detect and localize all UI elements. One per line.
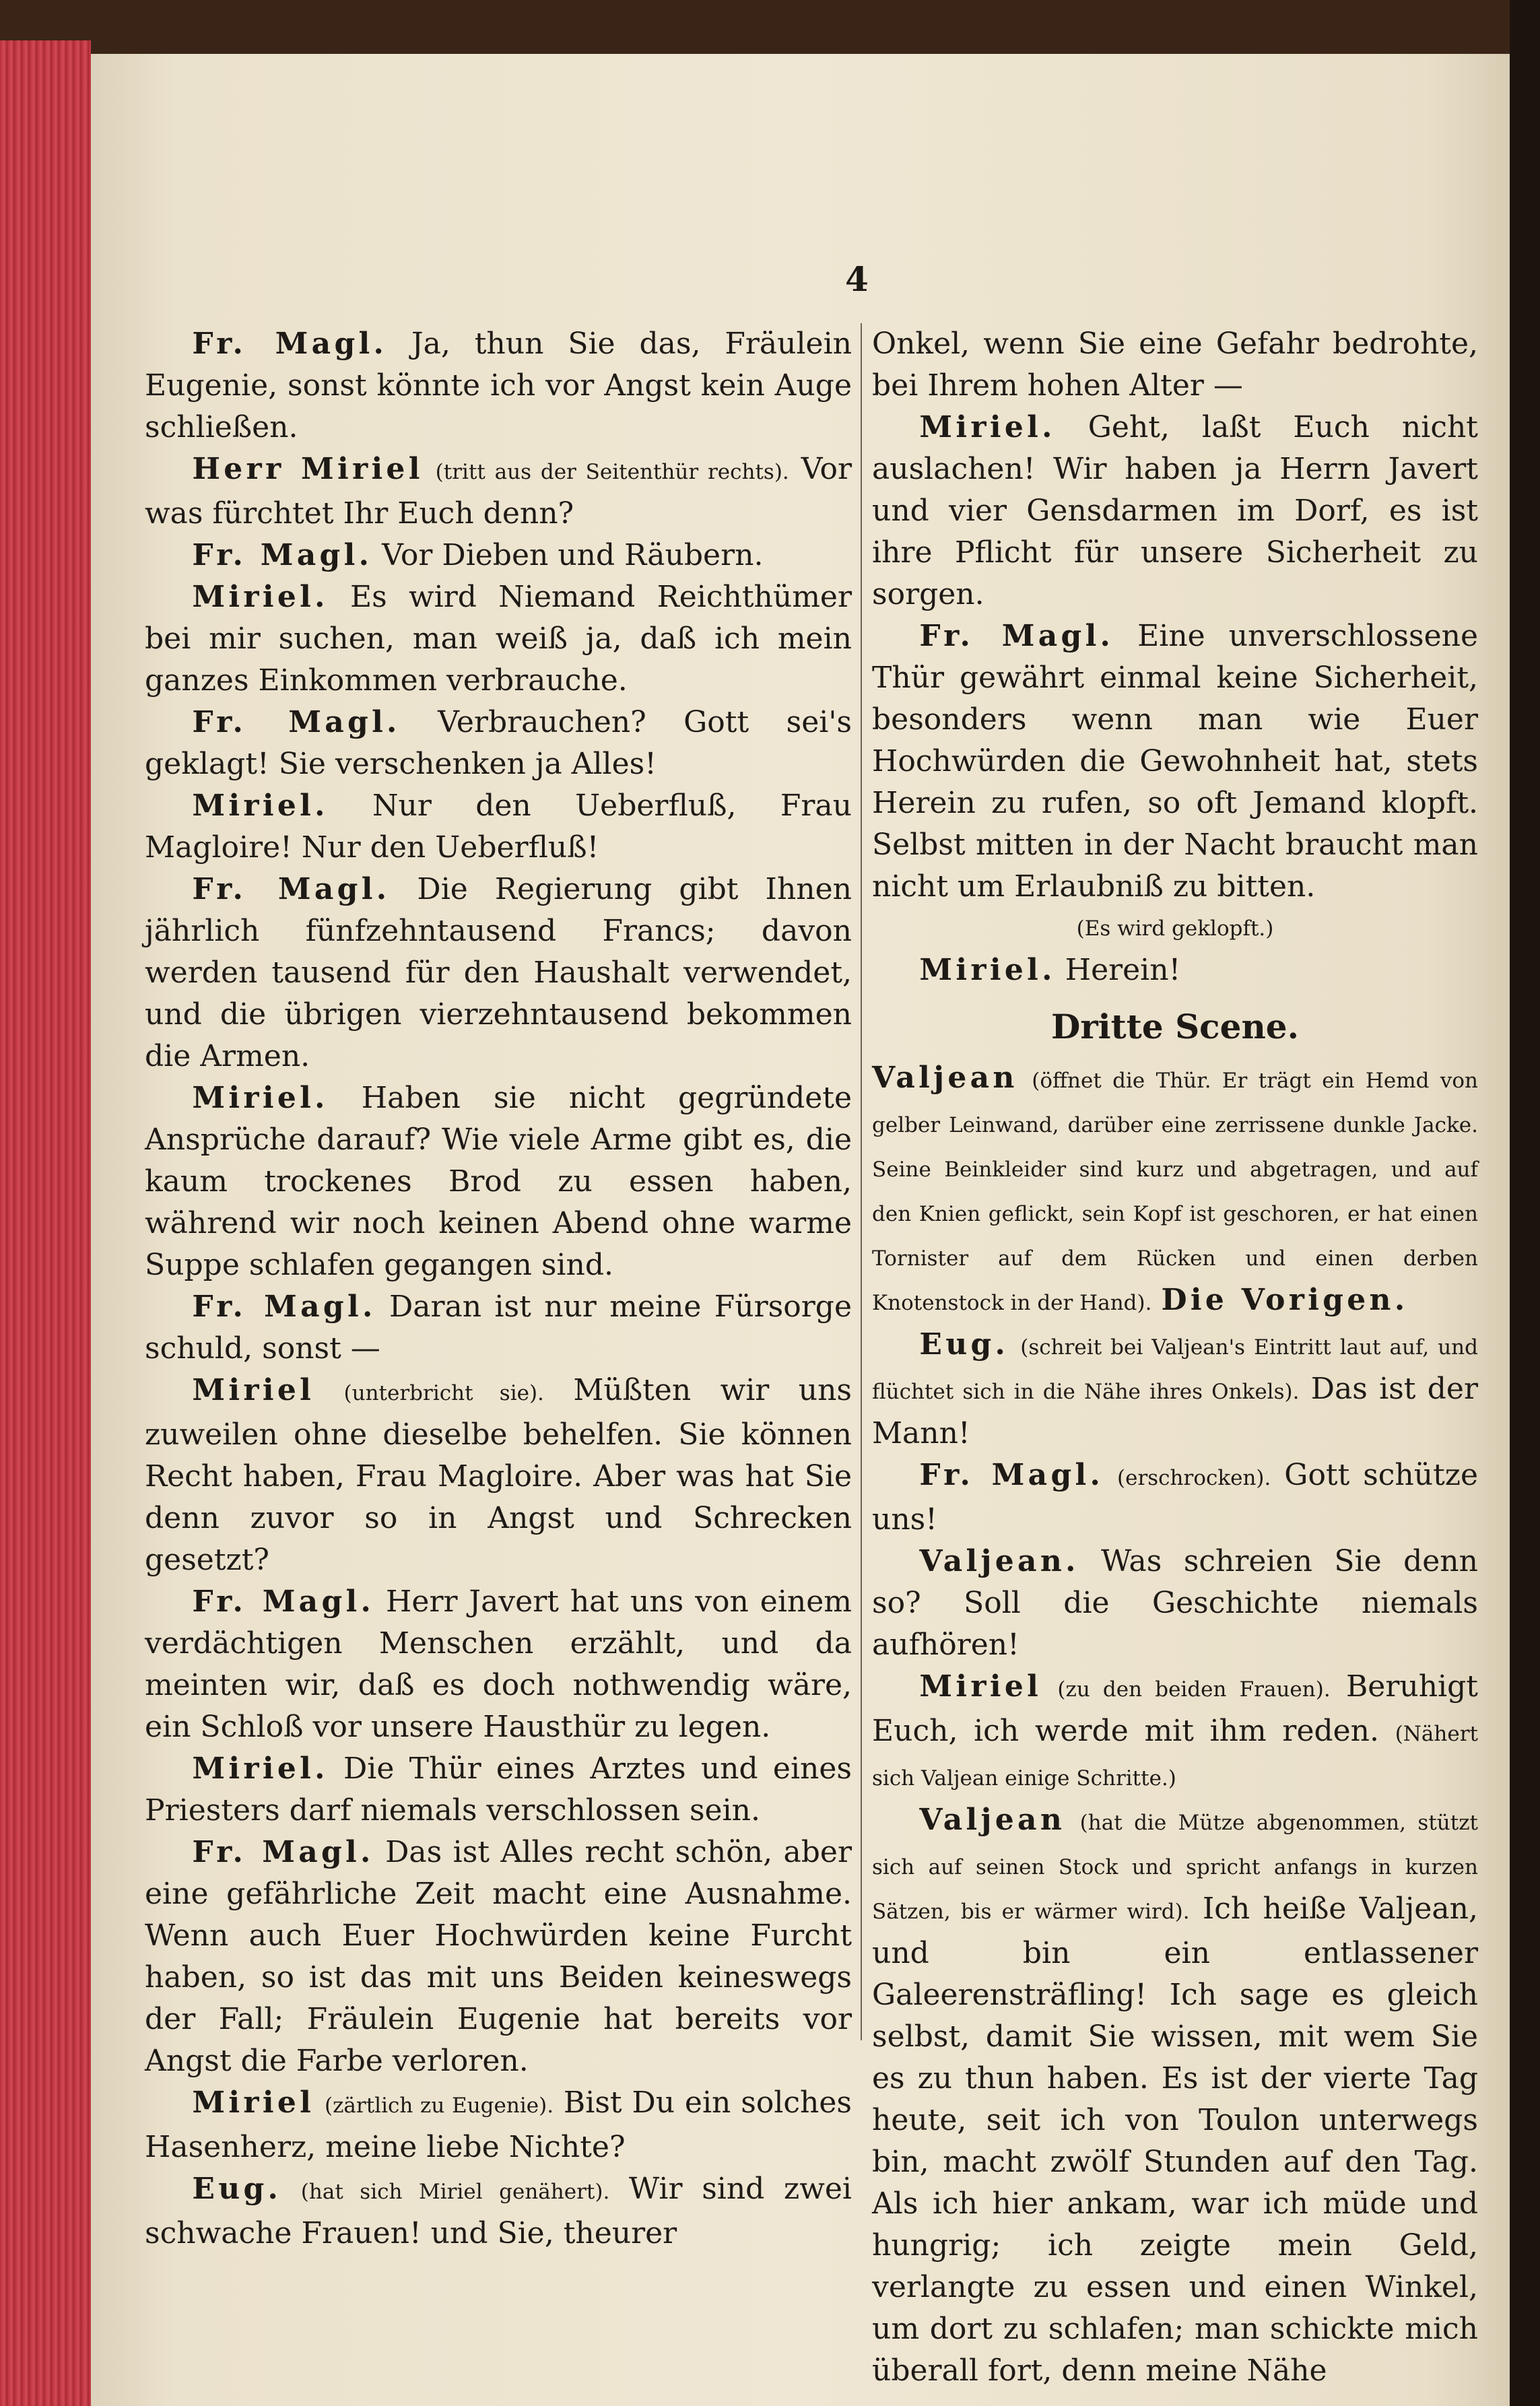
speaker-name: Fr. Magl.	[192, 1584, 375, 1619]
speaker-name: Miriel.	[192, 1081, 329, 1115]
dialogue-paragraph	[872, 1541, 1478, 1666]
right-column-bottom	[872, 1057, 1478, 2392]
dialogue-paragraph	[145, 535, 852, 576]
speech-text: Die Thür eines Arztes und eines Priesters darf niemals verschlossen sein.	[145, 1751, 852, 1828]
stage-direction: (zärtlich zu Eugenie).	[324, 2094, 554, 2118]
speaker-name: Miriel	[192, 1373, 315, 1407]
dialogue-paragraph	[145, 2082, 852, 2168]
speech-text: Was schreien Sie denn so? Soll die Geschichte niemals aufhören!	[872, 1544, 1478, 1662]
column-divider	[861, 323, 862, 2040]
speaker-name: Valjean	[872, 1061, 1018, 1095]
speaker-name: Eug.	[192, 2172, 282, 2206]
speech-text: Eine unverschlossene Thür gewährt einmal keine Sicherheit, besonders wenn man wie Euer Hochwürden die Gewohnheit hat, stets Herein zu rufen, so oft Jemand klopft. Selbst mitten in der Nacht braucht man nicht um Erlaubniß zu bitten.	[872, 619, 1479, 904]
stage-direction: (Nähert sich Valjean einige Schritte.)	[872, 1722, 1478, 1791]
speaker-name: Fr. Magl.	[192, 538, 373, 572]
stage-direction: (öffnet die Thür. Er trägt ein Hemd von gelber Leinwand, darüber eine zerrissene dunkle Jacke. Seine Beinkleider sind kurz und abgetragen, und auf den Knien geflickt, sein Kopf ist geschoren, er hat einen Tornister auf dem Rücken und einen derben Knotenstock in der Hand).	[872, 1069, 1478, 1315]
dialogue-paragraph	[145, 1581, 852, 1748]
speech-text: Haben sie nicht gegründete Ansprüche darauf? Wie viele Arme gibt es, die kaum trockenes Brod zu essen haben, während wir noch keinen Abend ohne warme Suppe schlafen gegangen sind.	[145, 1081, 852, 1282]
speaker-name: Valjean.	[919, 1544, 1079, 1578]
stage-direction: (tritt aus der Seitenthür rechts).	[435, 460, 789, 484]
dialogue-paragraph	[145, 702, 852, 785]
speaker-name: Miriel	[192, 2085, 315, 2120]
dialogue-paragraph	[145, 1832, 852, 2082]
herein-line	[872, 949, 1478, 991]
speaker-name: Fr. Magl.	[919, 1458, 1104, 1492]
dialogue-paragraph	[145, 576, 852, 702]
dialogue-paragraph	[872, 1455, 1478, 1541]
speech-text: Bist Du ein solches Hasenherz, meine liebe Nichte?	[145, 2085, 852, 2164]
dialogue-paragraph	[872, 1324, 1478, 1455]
speech-text: Verbrauchen? Gott sei's geklagt! Sie verschenken ja Alles!	[145, 705, 852, 781]
speaker-name: Eug.	[919, 1327, 1009, 1362]
speech-text: Gott schütze uns!	[872, 1458, 1478, 1537]
speech-text: Ja, thun Sie das, Fräulein Eugenie, sonst könnte ich vor Angst kein Auge schließen.	[145, 327, 852, 444]
book-spine-shadow	[1510, 0, 1540, 2406]
dialogue-paragraph	[145, 1370, 852, 1581]
speaker-name: Miriel.	[919, 410, 1056, 444]
speech-text: Die Regierung gibt Ihnen jährlich fünfzehntausend Francs; davon werden tausend für den Haushalt verwendet, und die übrigen vierzehntausend bekommen die Armen.	[145, 872, 852, 1073]
dialogue-paragraph	[872, 1057, 1478, 1324]
speaker-name: Valjean	[919, 1803, 1066, 1837]
right-column-top	[872, 323, 1478, 908]
speech-text: Ich heiße Valjean, und bin ein entlassener Galeerensträfling! Ich sage es gleich selbst, damit Sie wissen, mit wem Sie es zu thun haben. Es ist der vierte Tag heute, seit ich von Toulon unterwegs bin, macht zwölf Stunden auf den Tag. Als ich hier ankam, war ich müde und hungrig; ich zeigte mein Geld, verlangte zu essen und einen Winkel, um dort zu schlafen; man schickte mich überall fort, denn meine Nähe	[872, 1892, 1478, 2388]
stage-direction: (schreit bei Valjean's Eintritt laut auf, und flüchtet sich in die Nähe ihres Onkels).	[872, 1335, 1478, 1404]
speaker-name: Fr. Magl.	[919, 619, 1114, 653]
speech-text: Nur den Ueberfluß, Frau Magloire! Nur den Ueberfluß!	[145, 789, 852, 865]
dialogue-paragraph	[145, 323, 852, 448]
speaker-name: Miriel.	[192, 1751, 329, 1786]
dialogue-paragraph	[872, 1666, 1478, 1799]
speech-text: Beruhigt Euch, ich werde mit ihm reden.	[872, 1669, 1478, 1748]
book-page-edges	[0, 40, 91, 2406]
dialogue-paragraph	[872, 323, 1478, 407]
speaker-name: Fr. Magl.	[192, 872, 391, 906]
dialogue-paragraph	[872, 407, 1478, 615]
left-column	[145, 323, 852, 2254]
speaker-name: Die Vorigen.	[1161, 1283, 1409, 1317]
stage-direction: (erschrocken).	[1117, 1466, 1271, 1490]
speech-text: Daran ist nur meine Fürsorge schuld, sonst —	[145, 1290, 852, 1366]
dialogue-paragraph	[145, 448, 852, 535]
speech-text: Es wird Niemand Reichthümer bei mir suchen, man weiß ja, daß ich mein ganzes Einkommen verbrauche.	[145, 580, 852, 698]
stage-direction: (hat die Mütze abgenommen, stützt sich auf seinen Stock und spricht anfangs in kurzen Sätzen, bis er wärmer wird).	[872, 1811, 1478, 1924]
speech-text: Wir sind zwei schwache Frauen! und Sie, theurer	[145, 2172, 852, 2250]
page-number: 4	[845, 259, 869, 299]
speech-text: Das ist der Mann!	[872, 1372, 1478, 1450]
speech-text: Onkel, wenn Sie eine Gefahr bedrohte, bei Ihrem hohen Alter —	[872, 327, 1478, 403]
speaker-name: Miriel	[919, 1669, 1042, 1704]
dialogue-paragraph	[145, 785, 852, 869]
speech-text: Müßten wir uns zuweilen ohne dieselbe behelfen. Sie können Recht haben, Frau Magloire. Aber was hat Sie denn zuvor so in Angst und Schrecken gesetzt?	[145, 1373, 852, 1577]
dialogue-paragraph	[145, 2168, 852, 2254]
knock-stage-direction: (Es wird geklopft.)	[1076, 916, 1274, 941]
speech-text: Vor Dieben und Räubern.	[382, 538, 764, 572]
dialogue-paragraph	[145, 1286, 852, 1370]
speech-text: Herein!	[1065, 953, 1181, 987]
speech-text: Geht, laßt Euch nicht auslachen! Wir haben ja Herrn Javert und vier Gensdarmen im Dorf, es ist ihre Pflicht für unsere Sicherheit zu sorgen.	[872, 410, 1478, 611]
dialogue-paragraph	[872, 1799, 1478, 2392]
speaker-name: Miriel.	[192, 580, 329, 614]
dialogue-paragraph	[145, 1077, 852, 1286]
dialogue-paragraph	[872, 615, 1478, 908]
dialogue-paragraph	[145, 1748, 852, 1832]
speaker-name: Fr. Magl.	[192, 327, 388, 361]
right-column	[872, 323, 1478, 2392]
stage-direction: (zu den beiden Frauen).	[1057, 1677, 1331, 1702]
speaker-name: Miriel.	[919, 953, 1056, 987]
speech-text: Vor was fürchtet Ihr Euch denn?	[145, 452, 852, 531]
speaker-name: Herr Miriel	[192, 452, 424, 486]
speaker-name: Miriel.	[192, 789, 329, 823]
speech-text: Herr Javert hat uns von einem verdächtigen Menschen erzählt, und da meinten wir, daß es doch nothwendig wäre, ein Schloß vor unsere Hausthür zu legen.	[145, 1584, 852, 1744]
dialogue-paragraph	[145, 869, 852, 1077]
speaker-name: Fr. Magl.	[192, 705, 401, 739]
speech-text: Das ist Alles recht schön, aber eine gefährliche Zeit macht eine Ausnahme. Wenn auch Euer Hochwürden keine Furcht haben, so ist das mit uns Beiden keineswegs der Fall; Fräulein Eugenie hat bereits vor Angst die Farbe verloren.	[145, 1835, 852, 2078]
speaker-name: Fr. Magl.	[192, 1290, 376, 1324]
speaker-name: Fr. Magl.	[192, 1835, 374, 1869]
stage-direction: (hat sich Miriel genähert).	[300, 2180, 610, 2204]
stage-direction: (unterbricht sie).	[343, 1381, 544, 1405]
scene-title: Dritte Scene.	[1050, 1007, 1300, 1046]
